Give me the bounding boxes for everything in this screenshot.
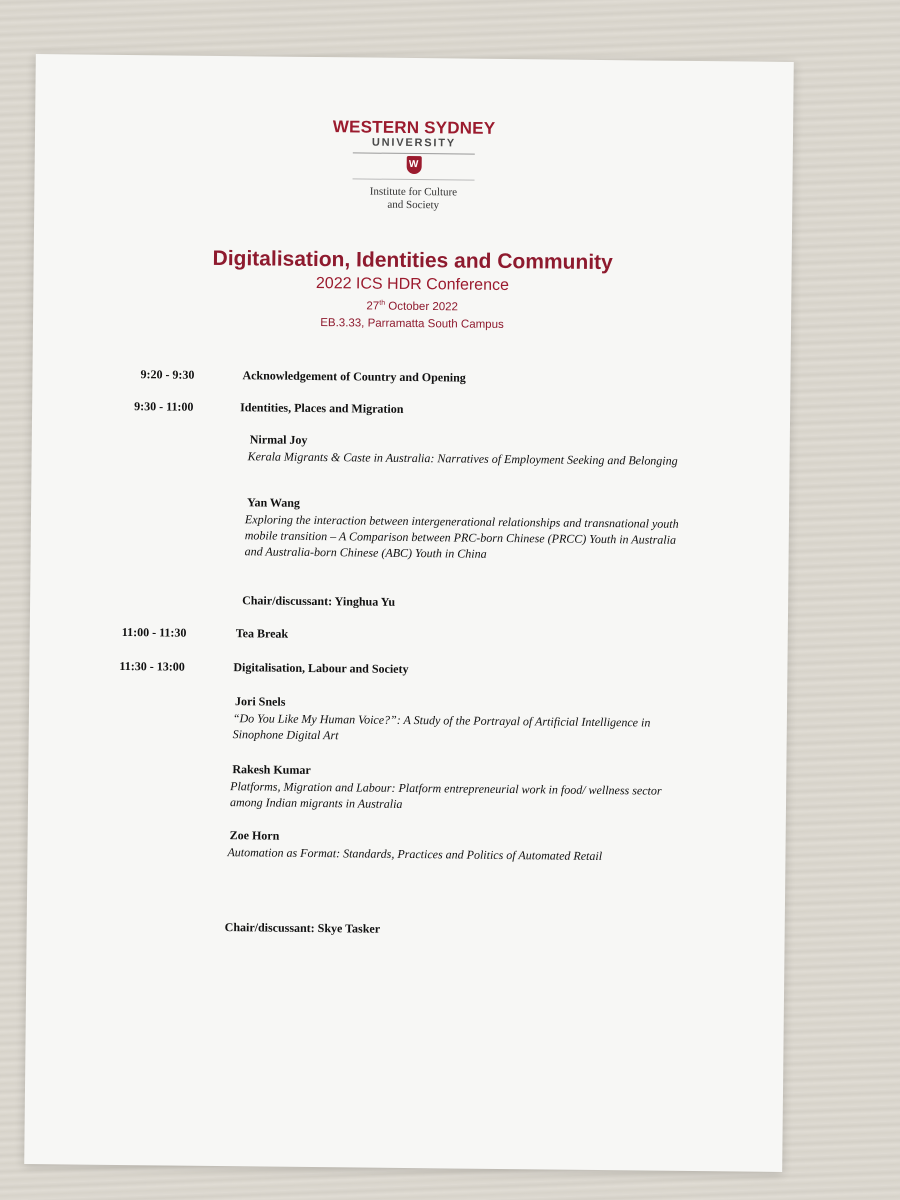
speaker-name: Zoe Horn bbox=[229, 828, 280, 843]
program-sheet bbox=[24, 54, 794, 1172]
shield-icon: W bbox=[406, 156, 421, 174]
university-logo bbox=[34, 114, 793, 216]
logo-divider-lower bbox=[353, 178, 475, 180]
conference-title: Digitalisation, Identities and Community bbox=[212, 246, 613, 275]
talk-title: Platforms, Migration and Labour: Platform entrepreneurial work in food/ wellness sector among Indian migrants in Australia bbox=[229, 779, 662, 811]
university-sub: UNIVERSITY bbox=[371, 136, 456, 150]
logo-divider bbox=[353, 152, 475, 154]
conference-date: 27th October 2022 bbox=[366, 299, 459, 314]
session-title: Acknowledgement of Country and Opening bbox=[242, 368, 466, 385]
session-time: 9:20 - 9:30 bbox=[140, 367, 195, 382]
session-title: Identities, Places and Migration bbox=[240, 400, 404, 416]
institute-line-1: Institute for Culture bbox=[369, 185, 458, 199]
speaker-name: Yan Wang bbox=[247, 495, 301, 510]
speaker-name: Jori Snels bbox=[234, 694, 286, 709]
talk-title: “Do You Like My Human Voice?”: A Study of the Portrayal of Artificial Intelligence in Sinophone Digital Art bbox=[232, 711, 651, 743]
session-title: Tea Break bbox=[235, 626, 289, 641]
conference-venue: EB.3.33, Parramatta South Campus bbox=[320, 316, 504, 331]
session-title: Digitalisation, Labour and Society bbox=[233, 660, 409, 676]
conference-heading bbox=[33, 244, 792, 336]
session-time: 9:30 - 11:00 bbox=[134, 399, 194, 414]
conference-subtitle: 2022 ICS HDR Conference bbox=[315, 275, 510, 295]
session-time: 11:00 - 11:30 bbox=[121, 624, 187, 640]
talk-title: Exploring the interaction between intergenerational relationships and transnational youth mobile transition – A Comparison between PRC-born Chinese (PRCC) Youth in Australia and Australia-born Chinese (ABC) Youth in China bbox=[244, 512, 679, 561]
speaker-name: Rakesh Kumar bbox=[232, 762, 311, 777]
university-name: WESTERN SYDNEY bbox=[332, 117, 496, 138]
session-time: 11:30 - 13:00 bbox=[119, 658, 185, 674]
chair-discussant: Chair/discussant: Yinghua Yu bbox=[242, 593, 396, 609]
speaker-name: Nirmal Joy bbox=[249, 432, 308, 447]
institute-line-2: and Society bbox=[387, 198, 440, 212]
talk-title: Kerala Migrants & Caste in Australia: Narratives of Employment Seeking and Belonging bbox=[247, 449, 678, 468]
program-schedule bbox=[33, 366, 791, 936]
institute-name bbox=[34, 182, 792, 216]
talk-title: Automation as Format: Standards, Practices and Politics of Automated Retail bbox=[227, 845, 603, 864]
chair-discussant: Chair/discussant: Skye Tasker bbox=[224, 920, 381, 936]
